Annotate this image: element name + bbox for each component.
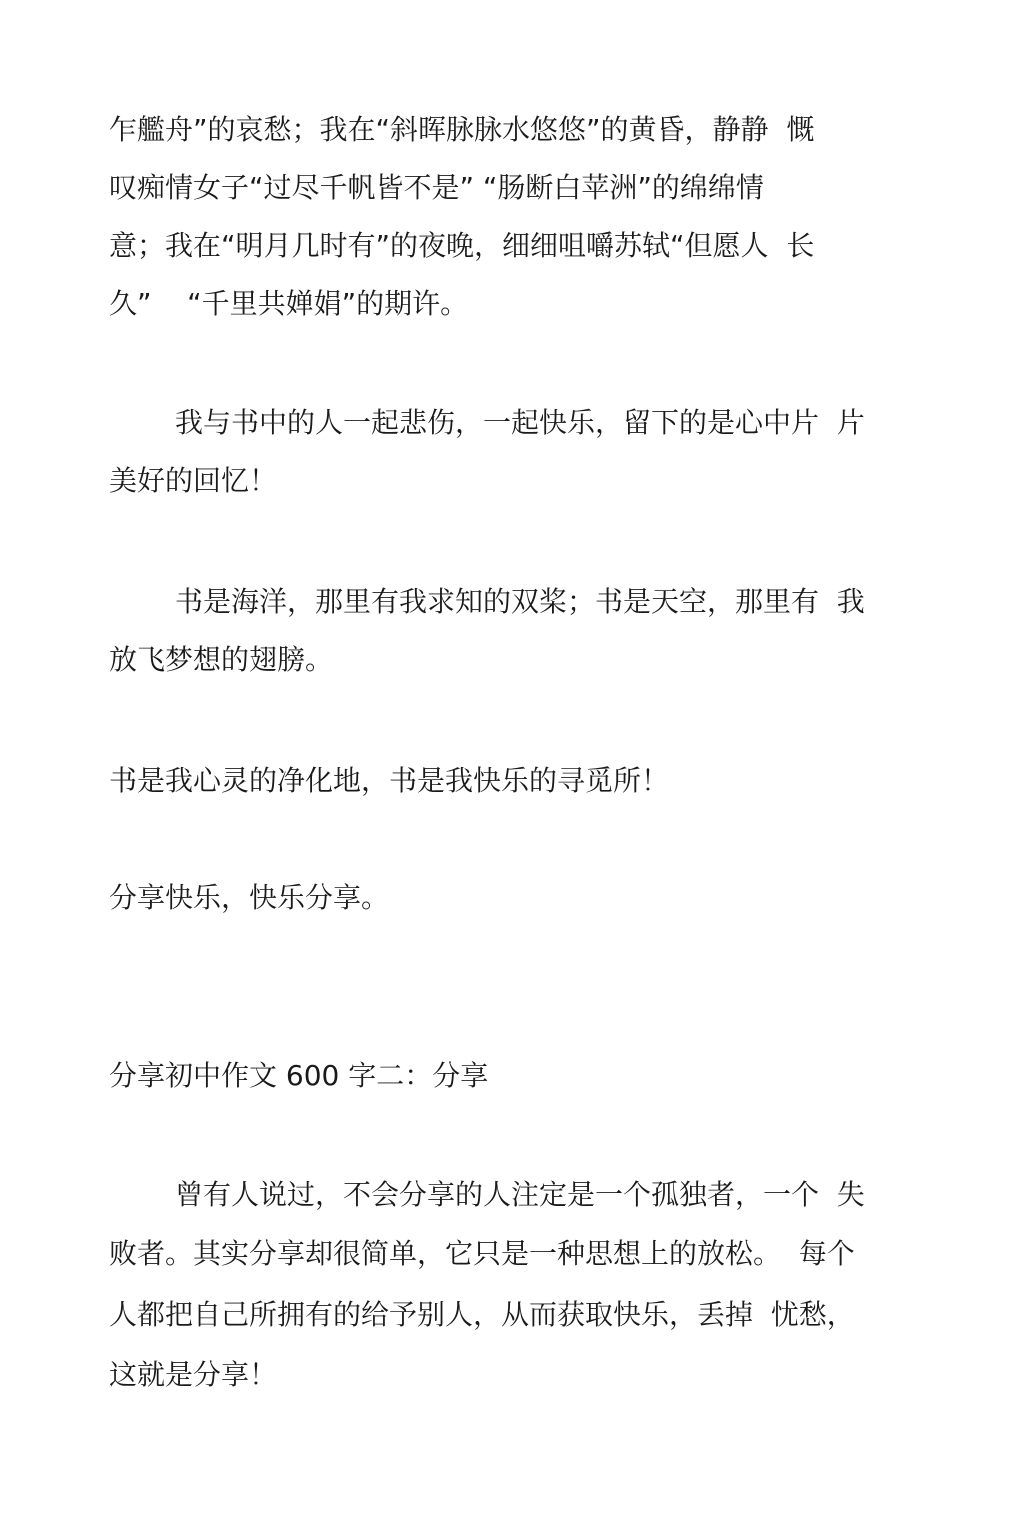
text-line: 放飞梦想的翅膀。 <box>109 643 334 676</box>
paragraph-start-line: 曾有人说过，不会分享的人注定是一个孤独者，一个 失 <box>175 1178 865 1211</box>
text-line: 美好的回忆！ <box>109 464 278 497</box>
text-line: 叹痴情女子“过尽千帆皆不是” “肠断白苹洲”的绵绵情 <box>109 171 764 204</box>
paragraph-start-line: 书是海洋，那里有我求知的双桨；书是天空，那里有 我 <box>175 585 865 618</box>
text-line: 分享快乐，快乐分享。 <box>109 881 390 914</box>
paragraph-start-line: 我与书中的人一起悲伤，一起快乐，留下的是心中片 片 <box>175 406 865 439</box>
text-line: 这就是分享！ <box>109 1358 278 1391</box>
text-line: 久” “千里共婵娟”的期许。 <box>109 287 469 320</box>
section-heading: 分享初中作文 600 字二：分享 <box>109 1059 489 1092</box>
text-line: 书是我心灵的净化地，书是我快乐的寻觅所！ <box>109 764 670 797</box>
text-line: 乍艦舟”的哀愁；我在“斜晖脉脉水悠悠”的黄昏，静静 慨 <box>109 113 815 146</box>
text-line: 败者。其实分享却很简单，它只是一种思想上的放松。 每个 <box>109 1237 855 1270</box>
text-line: 人都把自己所拥有的给予别人，从而获取快乐，丢掉 忧愁， <box>109 1298 855 1331</box>
text-line: 意；我在“明月几时有”的夜晚，细细咀嚼苏轼“但愿人 长 <box>109 229 815 262</box>
